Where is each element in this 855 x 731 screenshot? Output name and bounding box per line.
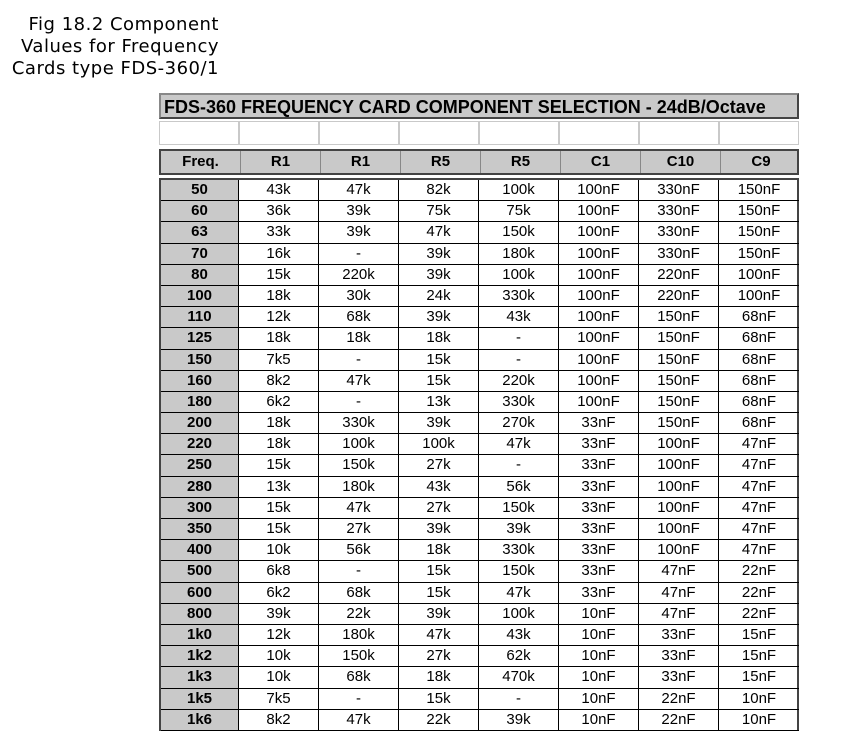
value-cell: 33nF <box>559 477 639 498</box>
value-cell: 150k <box>479 498 559 519</box>
value-cell: 100nF <box>639 477 719 498</box>
value-cell: 15k <box>399 689 479 710</box>
value-cell: 68k <box>319 583 399 604</box>
value-cell: 10k <box>239 540 319 561</box>
value-cell: 330k <box>479 392 559 413</box>
empty-cell <box>239 121 319 145</box>
value-cell: 180k <box>319 477 399 498</box>
value-cell: 100nF <box>559 244 639 265</box>
freq-cell: 150 <box>161 350 239 371</box>
value-cell: 150nF <box>639 328 719 349</box>
empty-cell <box>719 121 799 145</box>
value-cell: 39k <box>479 519 559 540</box>
table-row <box>161 180 797 201</box>
freq-cell: 160 <box>161 371 239 392</box>
value-cell: 33nF <box>639 646 719 667</box>
value-cell: 330nF <box>639 180 719 201</box>
empty-cell <box>479 121 559 145</box>
empty-cell <box>639 121 719 145</box>
value-cell: 10nF <box>559 625 639 646</box>
value-cell: 68nF <box>719 328 799 349</box>
value-cell: 15k <box>399 561 479 582</box>
table-row <box>161 413 797 434</box>
freq-cell: 50 <box>161 180 239 201</box>
value-cell: 39k <box>319 201 399 222</box>
table-row <box>161 455 797 476</box>
value-cell: 33nF <box>559 455 639 476</box>
value-cell: 100nF <box>639 498 719 519</box>
value-cell: 62k <box>479 646 559 667</box>
freq-cell: 1k2 <box>161 646 239 667</box>
value-cell: 18k <box>319 328 399 349</box>
value-cell: 100nF <box>559 180 639 201</box>
value-cell: 150k <box>319 646 399 667</box>
value-cell: 56k <box>479 477 559 498</box>
value-cell: 150nF <box>719 222 799 243</box>
value-cell: 330k <box>479 540 559 561</box>
value-cell: 100k <box>479 265 559 286</box>
header-r5-alt: R5 <box>481 151 561 173</box>
value-cell: 100k <box>479 180 559 201</box>
value-cell: - <box>319 689 399 710</box>
value-cell: - <box>479 689 559 710</box>
value-cell: 33nF <box>559 434 639 455</box>
value-cell: 150k <box>479 561 559 582</box>
value-cell: 13k <box>239 477 319 498</box>
value-cell: 150nF <box>719 201 799 222</box>
value-cell: 47nF <box>719 519 799 540</box>
value-cell: 150nF <box>719 244 799 265</box>
value-cell: 18k <box>399 667 479 688</box>
value-cell: 39k <box>399 244 479 265</box>
freq-cell: 220 <box>161 434 239 455</box>
value-cell: 150k <box>479 222 559 243</box>
value-cell: 56k <box>319 540 399 561</box>
freq-cell: 200 <box>161 413 239 434</box>
value-cell: 15nF <box>719 667 799 688</box>
table-row <box>161 519 797 540</box>
value-cell: 100k <box>479 604 559 625</box>
value-cell: 18k <box>239 434 319 455</box>
value-cell: 18k <box>239 328 319 349</box>
value-cell: 10nF <box>719 710 799 731</box>
value-cell: 15k <box>239 519 319 540</box>
value-cell: 68nF <box>719 413 799 434</box>
value-cell: 33nF <box>559 561 639 582</box>
value-cell: 100nF <box>719 286 799 307</box>
header-c1: C1 <box>561 151 641 173</box>
value-cell: 100nF <box>559 350 639 371</box>
value-cell: 150nF <box>719 180 799 201</box>
value-cell: 39k <box>399 413 479 434</box>
table-row <box>161 286 797 307</box>
value-cell: 22nF <box>719 604 799 625</box>
freq-cell: 250 <box>161 455 239 476</box>
value-cell: 470k <box>479 667 559 688</box>
value-cell: 33k <box>239 222 319 243</box>
value-cell: 15nF <box>719 625 799 646</box>
value-cell: 68nF <box>719 371 799 392</box>
value-cell: 33nF <box>559 519 639 540</box>
value-cell: 43k <box>399 477 479 498</box>
header-r1-alt: R1 <box>321 151 401 173</box>
freq-cell: 70 <box>161 244 239 265</box>
value-cell: 39k <box>399 604 479 625</box>
value-cell: 27k <box>399 455 479 476</box>
value-cell: 47nF <box>719 477 799 498</box>
freq-cell: 63 <box>161 222 239 243</box>
table-row <box>161 201 797 222</box>
freq-cell: 1k6 <box>161 710 239 731</box>
table-row <box>161 328 797 349</box>
value-cell: 47nF <box>719 498 799 519</box>
table-row <box>161 434 797 455</box>
value-cell: 100k <box>399 434 479 455</box>
value-cell: 100nF <box>559 265 639 286</box>
value-cell: 100nF <box>639 455 719 476</box>
value-cell: 27k <box>399 498 479 519</box>
freq-cell: 280 <box>161 477 239 498</box>
value-cell: 33nF <box>559 583 639 604</box>
header-c10: C10 <box>641 151 721 173</box>
value-cell: 150nF <box>639 371 719 392</box>
value-cell: 82k <box>399 180 479 201</box>
value-cell: - <box>479 328 559 349</box>
value-cell: 15k <box>239 498 319 519</box>
empty-cell <box>319 121 399 145</box>
caption-line-3: Cards type FDS-360/1 <box>11 58 219 79</box>
freq-cell: 100 <box>161 286 239 307</box>
table-row <box>161 540 797 561</box>
freq-cell: 600 <box>161 583 239 604</box>
table-header <box>159 149 799 175</box>
value-cell: 43k <box>239 180 319 201</box>
value-cell: 47nF <box>639 561 719 582</box>
value-cell: 100nF <box>719 265 799 286</box>
value-cell: 39k <box>399 265 479 286</box>
value-cell: 47k <box>319 180 399 201</box>
freq-cell: 80 <box>161 265 239 286</box>
caption-line-2: Values for Frequency <box>21 36 219 57</box>
freq-cell: 400 <box>161 540 239 561</box>
value-cell: 150nF <box>639 350 719 371</box>
table-row <box>161 307 797 328</box>
value-cell: 33nF <box>559 413 639 434</box>
value-cell: 47k <box>399 625 479 646</box>
freq-cell: 60 <box>161 201 239 222</box>
value-cell: 27k <box>399 646 479 667</box>
value-cell: 10nF <box>559 646 639 667</box>
value-cell: 47nF <box>639 604 719 625</box>
value-cell: 270k <box>479 413 559 434</box>
value-cell: 6k2 <box>239 392 319 413</box>
value-cell: - <box>319 561 399 582</box>
table-title: FDS-360 FREQUENCY CARD COMPONENT SELECTION - 24dB/Octave <box>159 93 799 119</box>
table-row <box>161 667 797 688</box>
value-cell: 75k <box>399 201 479 222</box>
freq-cell: 500 <box>161 561 239 582</box>
value-cell: 75k <box>479 201 559 222</box>
value-cell: 10nF <box>559 604 639 625</box>
value-cell: - <box>319 244 399 265</box>
value-cell: 15nF <box>719 646 799 667</box>
value-cell: 330nF <box>639 244 719 265</box>
header-c9: C9 <box>751 153 771 170</box>
value-cell: 100nF <box>639 540 719 561</box>
value-cell: 47k <box>479 434 559 455</box>
value-cell: 100nF <box>639 519 719 540</box>
value-cell: 330nF <box>639 201 719 222</box>
value-cell: 27k <box>319 519 399 540</box>
empty-cell <box>559 121 639 145</box>
empty-cell <box>399 121 479 145</box>
value-cell: 43k <box>479 307 559 328</box>
value-cell: 6k8 <box>239 561 319 582</box>
value-cell: 220k <box>479 371 559 392</box>
table-row <box>161 350 797 371</box>
value-cell: 68nF <box>719 392 799 413</box>
empty-row <box>159 121 799 145</box>
value-cell: 150nF <box>639 392 719 413</box>
value-cell: - <box>319 350 399 371</box>
value-cell: 12k <box>239 307 319 328</box>
table-row <box>161 625 797 646</box>
value-cell: 22nF <box>719 583 799 604</box>
value-cell: 10nF <box>559 710 639 731</box>
value-cell: 16k <box>239 244 319 265</box>
value-cell: 10nF <box>559 689 639 710</box>
value-cell: 15k <box>239 455 319 476</box>
value-cell: 22nF <box>639 710 719 731</box>
value-cell: 68nF <box>719 350 799 371</box>
value-cell: 22k <box>399 710 479 731</box>
freq-cell: 1k3 <box>161 667 239 688</box>
value-cell: 33nF <box>559 540 639 561</box>
header-r5: R5 <box>401 151 481 173</box>
value-cell: 22nF <box>639 689 719 710</box>
value-cell: 10nF <box>559 667 639 688</box>
value-cell: 330k <box>319 413 399 434</box>
value-cell: 47nF <box>719 455 799 476</box>
value-cell: 24k <box>399 286 479 307</box>
value-cell: 100nF <box>559 286 639 307</box>
value-cell: 6k2 <box>239 583 319 604</box>
table-row <box>161 646 797 667</box>
table-body <box>159 178 799 731</box>
value-cell: 220k <box>319 265 399 286</box>
value-cell: 36k <box>239 201 319 222</box>
value-cell: 30k <box>319 286 399 307</box>
table-row <box>161 710 797 731</box>
value-cell: 220nF <box>639 265 719 286</box>
value-cell: 15k <box>399 371 479 392</box>
value-cell: 18k <box>239 413 319 434</box>
value-cell: 330nF <box>639 222 719 243</box>
value-cell: 330k <box>479 286 559 307</box>
value-cell: 15k <box>399 583 479 604</box>
value-cell: 68k <box>319 667 399 688</box>
value-cell: 68nF <box>719 307 799 328</box>
value-cell: 39k <box>239 604 319 625</box>
value-cell: 47k <box>319 371 399 392</box>
value-cell: 15k <box>239 265 319 286</box>
value-cell: 7k5 <box>239 350 319 371</box>
table-row <box>161 604 797 625</box>
component-table <box>159 93 799 731</box>
value-cell: 100nF <box>559 307 639 328</box>
value-cell: 43k <box>479 625 559 646</box>
value-cell: 39k <box>399 307 479 328</box>
freq-cell: 300 <box>161 498 239 519</box>
value-cell: 10nF <box>719 689 799 710</box>
value-cell: 100nF <box>559 201 639 222</box>
value-cell: - <box>479 455 559 476</box>
value-cell: 47nF <box>639 583 719 604</box>
value-cell: 33nF <box>639 625 719 646</box>
value-cell: 100nF <box>559 392 639 413</box>
value-cell: 47nF <box>719 540 799 561</box>
value-cell: 15k <box>399 350 479 371</box>
value-cell: 150nF <box>639 413 719 434</box>
table-row <box>161 392 797 413</box>
freq-cell: 125 <box>161 328 239 349</box>
value-cell: 39k <box>399 519 479 540</box>
value-cell: 7k5 <box>239 689 319 710</box>
value-cell: 10k <box>239 667 319 688</box>
value-cell: 47nF <box>719 434 799 455</box>
table-row <box>161 265 797 286</box>
value-cell: 13k <box>399 392 479 413</box>
freq-cell: 110 <box>161 307 239 328</box>
value-cell: 47k <box>319 710 399 731</box>
value-cell: - <box>319 392 399 413</box>
value-cell: 47k <box>479 583 559 604</box>
value-cell: 68k <box>319 307 399 328</box>
value-cell: 33nF <box>639 667 719 688</box>
value-cell: 100nF <box>559 222 639 243</box>
header-r1: R1 <box>241 151 321 173</box>
freq-cell: 800 <box>161 604 239 625</box>
freq-cell: 350 <box>161 519 239 540</box>
value-cell: 47k <box>399 222 479 243</box>
freq-cell: 1k0 <box>161 625 239 646</box>
value-cell: 18k <box>399 540 479 561</box>
empty-cell <box>159 121 239 145</box>
table-row <box>161 244 797 265</box>
value-cell: 100nF <box>639 434 719 455</box>
table-row <box>161 477 797 498</box>
caption-line-1: Fig 18.2 Component <box>28 14 219 35</box>
value-cell: 150k <box>319 455 399 476</box>
value-cell: 47k <box>319 498 399 519</box>
table-row <box>161 371 797 392</box>
value-cell: 12k <box>239 625 319 646</box>
value-cell: 18k <box>239 286 319 307</box>
value-cell: 8k2 <box>239 710 319 731</box>
value-cell: 100k <box>319 434 399 455</box>
freq-cell: 180 <box>161 392 239 413</box>
value-cell: 22k <box>319 604 399 625</box>
table-row <box>161 689 797 710</box>
value-cell: 33nF <box>559 498 639 519</box>
header-freq: Freq. <box>161 151 241 173</box>
value-cell: 180k <box>319 625 399 646</box>
figure-caption <box>0 14 219 80</box>
value-cell: 18k <box>399 328 479 349</box>
value-cell: 39k <box>479 710 559 731</box>
table-row <box>161 583 797 604</box>
value-cell: 22nF <box>719 561 799 582</box>
value-cell: 100nF <box>559 371 639 392</box>
value-cell: 8k2 <box>239 371 319 392</box>
value-cell: 39k <box>319 222 399 243</box>
value-cell: 100nF <box>559 328 639 349</box>
value-cell: - <box>479 350 559 371</box>
table-row <box>161 222 797 243</box>
value-cell: 180k <box>479 244 559 265</box>
value-cell: 220nF <box>639 286 719 307</box>
freq-cell: 1k5 <box>161 689 239 710</box>
value-cell: 150nF <box>639 307 719 328</box>
table-row <box>161 498 797 519</box>
table-row <box>161 561 797 582</box>
value-cell: 10k <box>239 646 319 667</box>
